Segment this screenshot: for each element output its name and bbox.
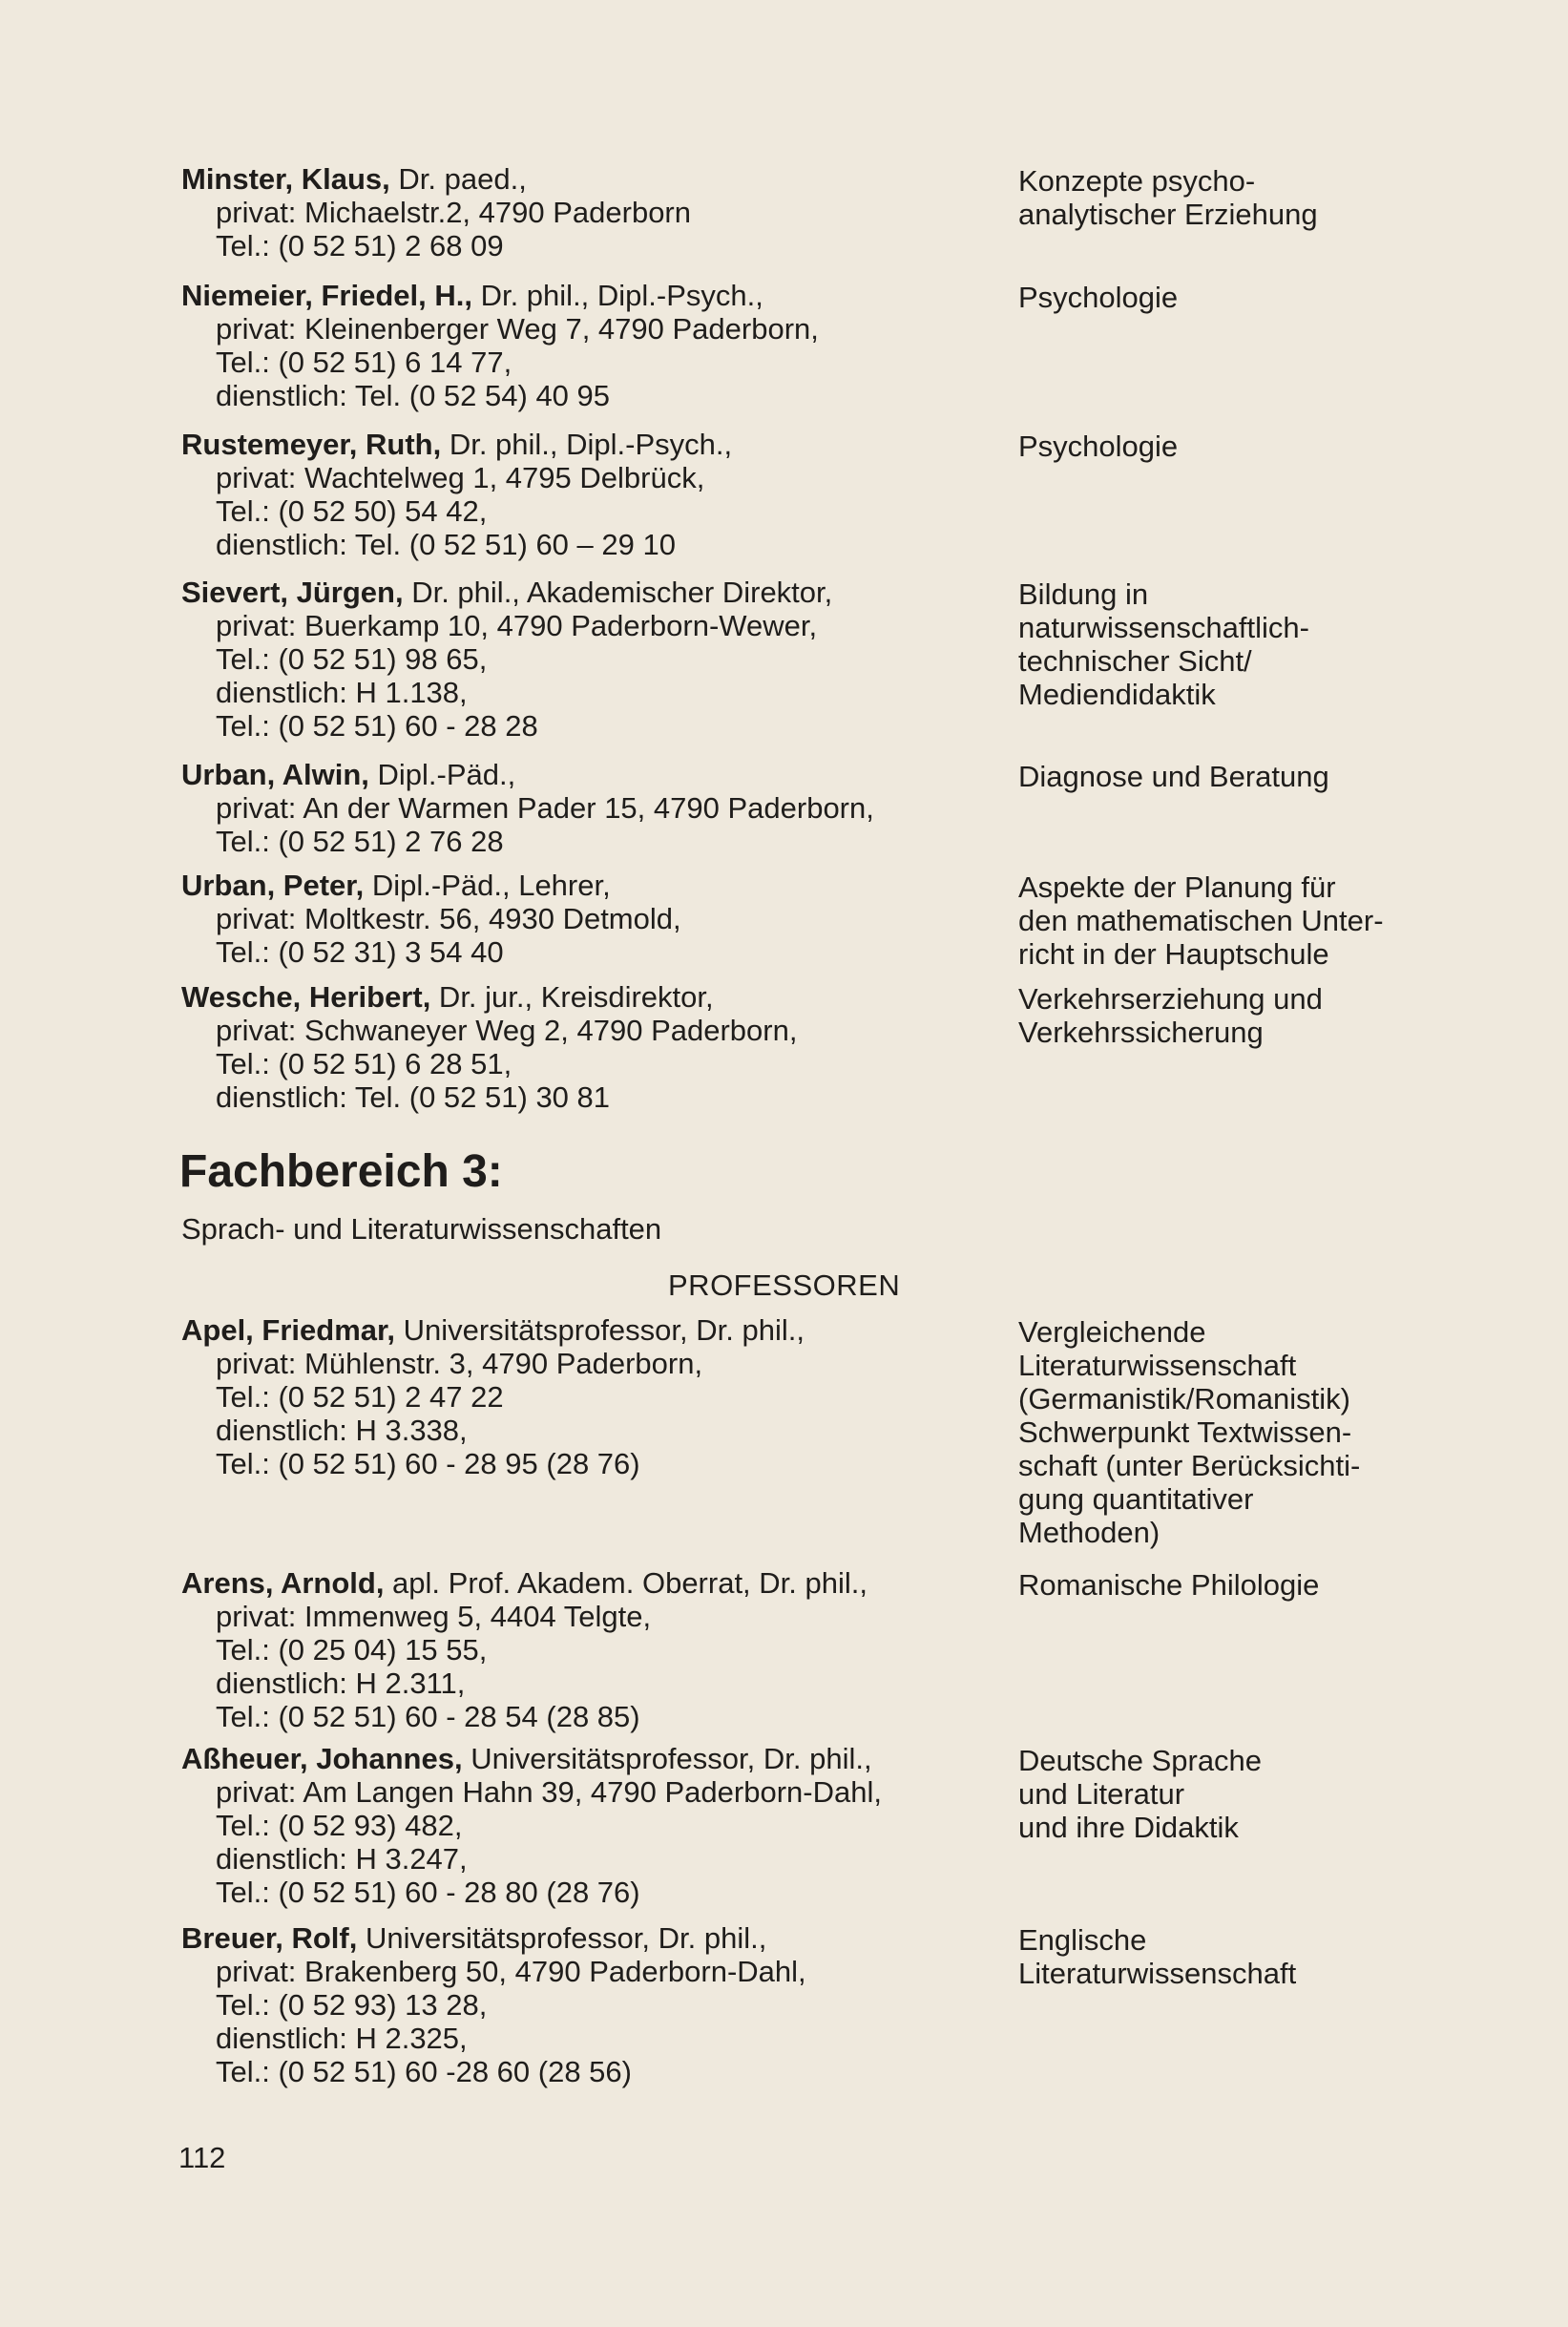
person-office-phone: dienstlich: Tel. (0 52 51) 30 81	[216, 1080, 611, 1114]
person-phone: Tel.: (0 52 51) 2 76 28	[216, 825, 504, 858]
person-title: Dr. phil., Dipl.-Psych.,	[471, 279, 763, 312]
field-line: und ihre Didaktik	[1018, 1811, 1239, 1844]
field-line: analytischer Erziehung	[1018, 198, 1318, 231]
field-line: Deutsche Sprache	[1018, 1744, 1263, 1777]
field-line: Konzepte psycho-	[1018, 164, 1256, 198]
field-of-study	[1018, 982, 1438, 1049]
person-name-line	[181, 576, 964, 609]
person-name-line	[181, 1566, 964, 1600]
person-entry-minster	[181, 162, 964, 262]
person-phone: Tel.: (0 52 50) 54 42,	[216, 494, 488, 528]
field-line: gung quantitativer	[1018, 1482, 1254, 1516]
person-address: privat: Buerkamp 10, 4790 Paderborn-Wewer,	[216, 609, 818, 642]
person-office: dienstlich: H 2.325,	[216, 2022, 468, 2055]
field-line: (Germanistik/Romanistik)	[1018, 1382, 1350, 1415]
person-name-line	[181, 428, 964, 461]
person-entry-arens	[181, 1566, 964, 1733]
person-surname: Urban, Peter,	[181, 869, 365, 902]
field-line: Literaturwissenschaft	[1018, 1349, 1297, 1382]
person-title: Universitätsprofessor, Dr. phil.,	[462, 1742, 872, 1775]
field-line: Romanische Philologie	[1018, 1568, 1320, 1602]
person-phone: Tel.: (0 52 51) 6 28 51,	[216, 1047, 512, 1080]
field-line: und Literatur	[1018, 1777, 1185, 1811]
person-surname: Minster, Klaus,	[181, 162, 390, 196]
person-title: Dr. paed.,	[389, 162, 527, 196]
person-surname: Urban, Alwin,	[181, 758, 369, 791]
field-of-study	[1018, 577, 1438, 711]
person-entry-wesche	[181, 980, 964, 1114]
field-of-study	[1018, 430, 1438, 463]
field-of-study	[1018, 164, 1438, 231]
field-line: Psychologie	[1018, 430, 1179, 463]
section-subheading: Sprach- und Literaturwissenschaften	[181, 1212, 662, 1246]
person-title: Dipl.-Päd.,	[368, 758, 516, 791]
person-name-line	[181, 869, 964, 902]
person-surname: Arens, Arnold,	[181, 1566, 385, 1600]
person-name-line	[181, 758, 964, 791]
person-entry-urban-alwin	[181, 758, 964, 858]
person-title: Universitätsprofessor, Dr. phil.,	[394, 1313, 805, 1347]
person-surname: Breuer, Rolf,	[181, 1921, 358, 1955]
person-phone: Tel.: (0 52 93) 13 28,	[216, 1988, 488, 2022]
person-entry-assheuer	[181, 1742, 964, 1909]
person-address: privat: Mühlenstr. 3, 4790 Paderborn,	[216, 1347, 703, 1380]
person-address: privat: Am Langen Hahn 39, 4790 Paderborn-Dahl,	[216, 1775, 882, 1809]
field-line: Psychologie	[1018, 281, 1179, 314]
person-title: apl. Prof. Akadem. Oberrat, Dr. phil.,	[384, 1566, 868, 1600]
person-title: Dr. phil., Dipl.-Psych.,	[441, 428, 733, 461]
field-of-study	[1018, 760, 1438, 793]
person-name-line	[181, 980, 964, 1014]
field-line: technischer Sicht/	[1018, 644, 1252, 678]
person-title: Universitätsprofessor, Dr. phil.,	[357, 1921, 767, 1955]
person-surname: Sievert, Jürgen,	[181, 576, 404, 609]
person-address: privat: Wachtelweg 1, 4795 Delbrück,	[216, 461, 705, 494]
person-surname: Rustemeyer, Ruth,	[181, 428, 442, 461]
person-office-phone: Tel.: (0 52 51) 60 -28 60 (28 56)	[216, 2055, 632, 2088]
person-title: Dr. jur., Kreisdirektor,	[430, 980, 714, 1014]
field-of-study	[1018, 870, 1438, 971]
field-of-study	[1018, 1923, 1438, 1990]
field-line: naturwissenschaftlich-	[1018, 611, 1309, 644]
field-line: Methoden)	[1018, 1516, 1160, 1549]
section-label: PROFESSOREN	[668, 1268, 901, 1302]
person-phone: Tel.: (0 52 51) 2 68 09	[216, 229, 504, 262]
person-office: dienstlich: H 1.138,	[216, 676, 468, 709]
person-office-phone: dienstlich: Tel. (0 52 51) 60 – 29 10	[216, 528, 676, 561]
person-address: privat: Immenweg 5, 4404 Telgte,	[216, 1600, 652, 1633]
field-line: Literaturwissenschaft	[1018, 1957, 1297, 1990]
person-surname: Niemeier, Friedel, H.,	[181, 279, 472, 312]
person-entry-apel	[181, 1313, 964, 1480]
person-address: privat: Schwaneyer Weg 2, 4790 Paderborn,	[216, 1014, 798, 1047]
person-office-phone: dienstlich: Tel. (0 52 54) 40 95	[216, 379, 611, 412]
field-of-study	[1018, 1744, 1438, 1844]
field-line: Mediendidaktik	[1018, 678, 1216, 711]
field-line: Englische	[1018, 1923, 1147, 1957]
person-entry-breuer	[181, 1921, 964, 2088]
person-phone: Tel.: (0 52 31) 3 54 40	[216, 935, 504, 969]
field-of-study	[1018, 1315, 1438, 1549]
person-title: Dr. phil., Akademischer Direktor,	[403, 576, 833, 609]
person-office-phone: Tel.: (0 52 51) 60 - 28 80 (28 76)	[216, 1876, 640, 1909]
person-surname: Aßheuer, Johannes,	[181, 1742, 463, 1775]
section-heading: Fachbereich 3:	[179, 1146, 503, 1197]
field-line: Verkehrserziehung und	[1018, 982, 1323, 1016]
person-address: privat: Michaelstr.2, 4790 Paderborn	[216, 196, 691, 229]
field-line: schaft (unter Berücksichti-	[1018, 1449, 1361, 1482]
person-surname: Wesche, Heribert,	[181, 980, 431, 1014]
person-office: dienstlich: H 2.311,	[216, 1667, 466, 1700]
person-phone: Tel.: (0 52 93) 482,	[216, 1809, 463, 1842]
person-name-line	[181, 1313, 964, 1347]
person-phone: Tel.: (0 52 51) 2 47 22	[216, 1380, 504, 1414]
field-of-study	[1018, 1568, 1438, 1602]
person-office: dienstlich: H 3.338,	[216, 1414, 468, 1447]
person-entry-rustemeyer	[181, 428, 964, 561]
person-name-line	[181, 1742, 964, 1775]
person-office-phone: Tel.: (0 52 51) 60 - 28 95 (28 76)	[216, 1447, 640, 1480]
person-office-phone: Tel.: (0 52 51) 60 - 28 28	[216, 709, 538, 743]
person-address: privat: Moltkestr. 56, 4930 Detmold,	[216, 902, 681, 935]
person-entry-niemeier	[181, 279, 964, 412]
person-surname: Apel, Friedmar,	[181, 1313, 395, 1347]
field-line: Verkehrssicherung	[1018, 1016, 1264, 1049]
field-of-study	[1018, 281, 1438, 314]
person-address: privat: Brakenberg 50, 4790 Paderborn-Dahl,	[216, 1955, 806, 1988]
page-number: 112	[178, 2141, 226, 2174]
field-line: Schwerpunkt Textwissen-	[1018, 1415, 1352, 1449]
field-line: Diagnose und Beratung	[1018, 760, 1329, 793]
field-line: Bildung in	[1018, 577, 1149, 611]
person-entry-sievert	[181, 576, 964, 743]
field-line: Vergleichende	[1018, 1315, 1206, 1349]
person-name-line	[181, 1921, 964, 1955]
field-line: Aspekte der Planung für	[1018, 870, 1336, 904]
person-address: privat: Kleinenberger Weg 7, 4790 Paderborn,	[216, 312, 819, 346]
field-line: richt in der Hauptschule	[1018, 937, 1329, 971]
person-phone: Tel.: (0 52 51) 6 14 77,	[216, 346, 512, 379]
person-entry-urban-peter	[181, 869, 964, 969]
person-phone: Tel.: (0 52 51) 98 65,	[216, 642, 488, 676]
person-office: dienstlich: H 3.247,	[216, 1842, 468, 1876]
person-name-line	[181, 162, 964, 196]
field-line: den mathematischen Unter-	[1018, 904, 1384, 937]
person-address: privat: An der Warmen Pader 15, 4790 Paderborn,	[216, 791, 874, 825]
person-office-phone: Tel.: (0 52 51) 60 - 28 54 (28 85)	[216, 1700, 640, 1733]
person-phone: Tel.: (0 25 04) 15 55,	[216, 1633, 488, 1667]
person-title: Dipl.-Päd., Lehrer,	[364, 869, 611, 902]
person-name-line	[181, 279, 964, 312]
